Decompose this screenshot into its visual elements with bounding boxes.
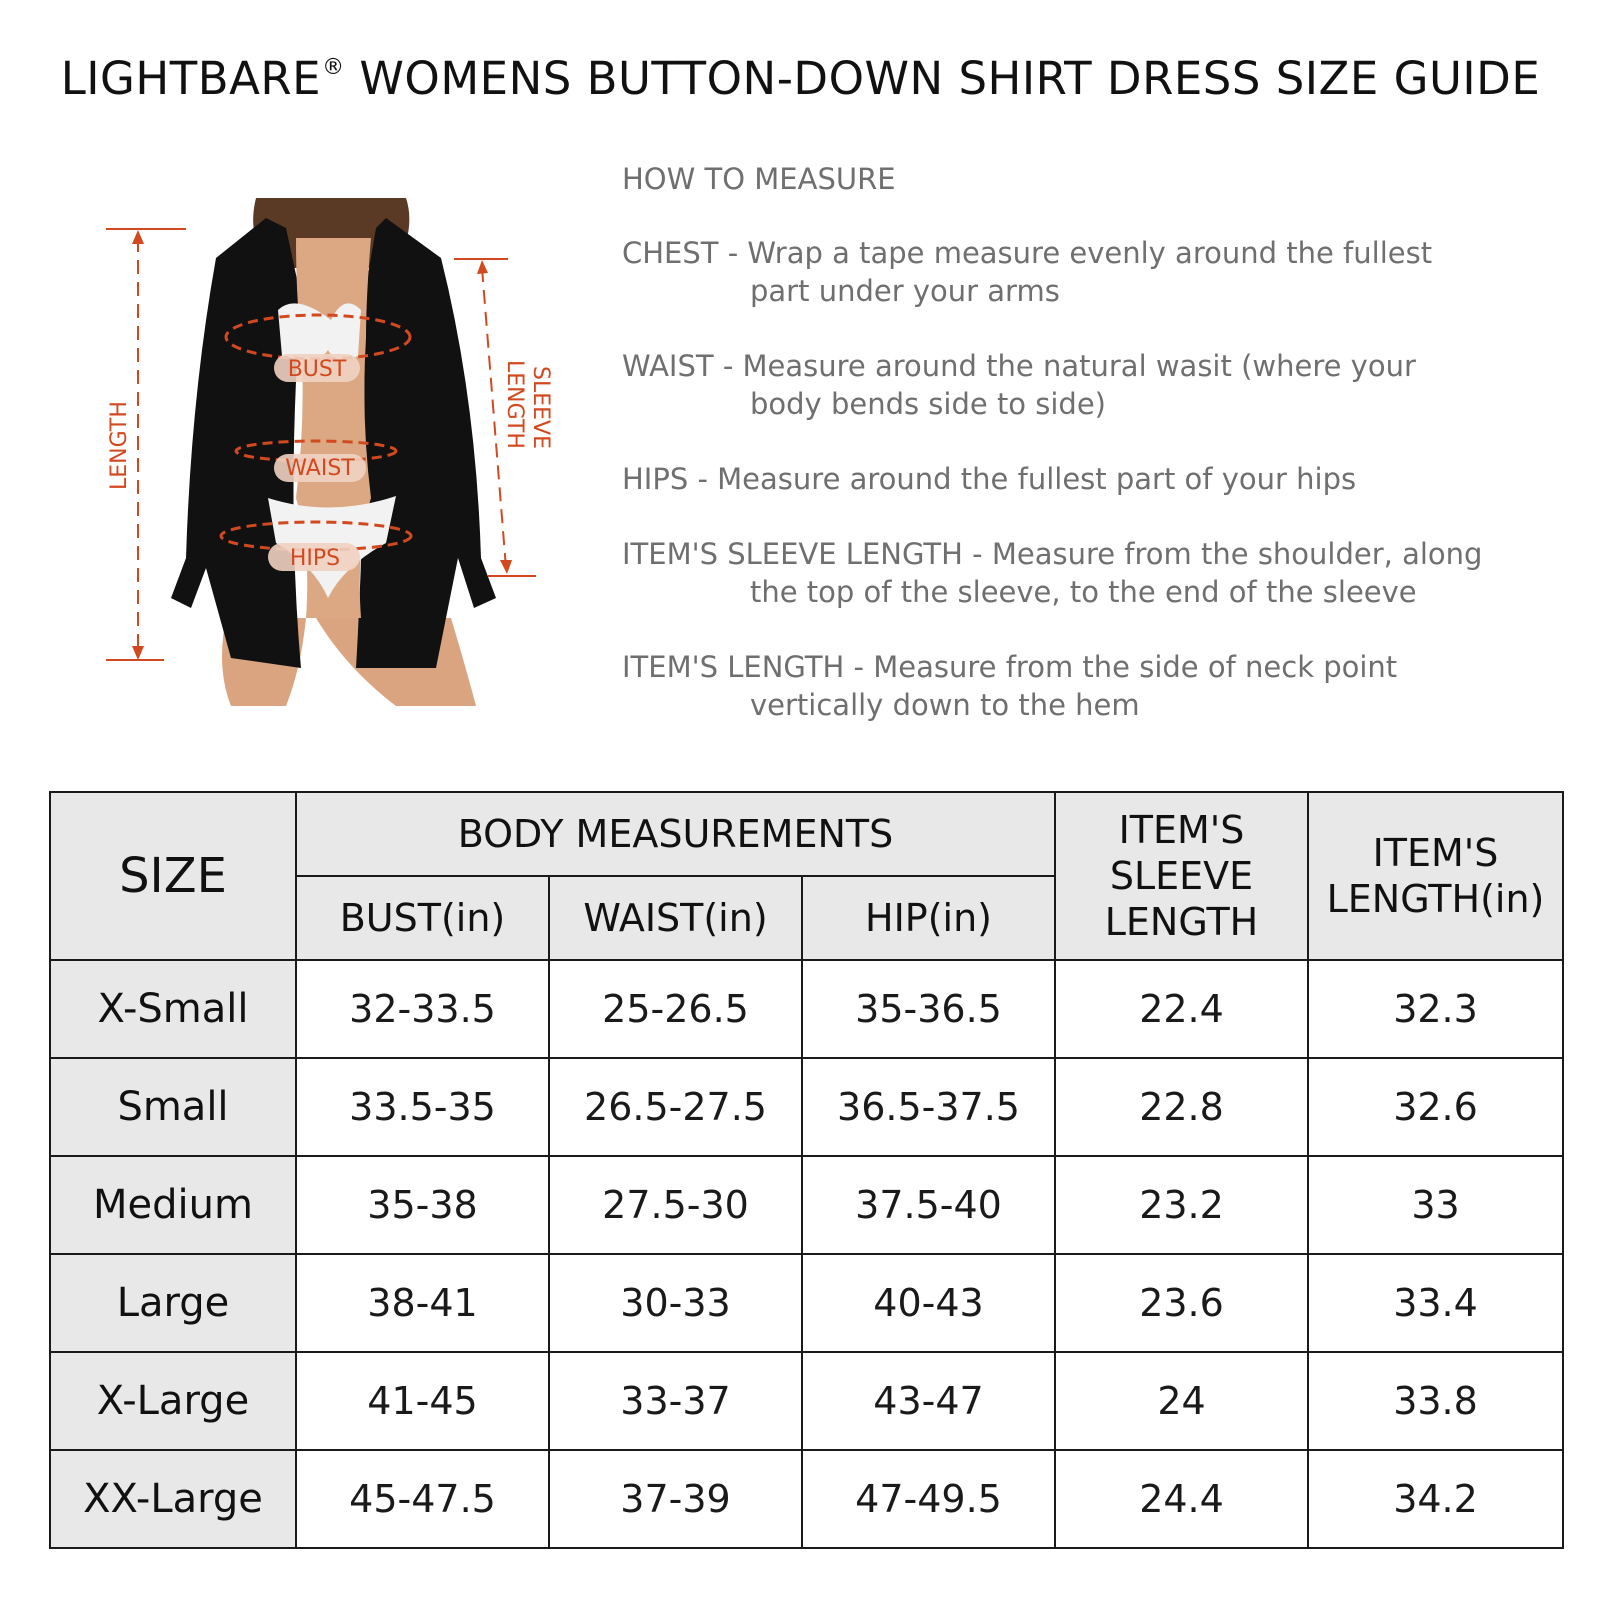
sleeve-cell: 24.4 xyxy=(1055,1450,1308,1548)
table-row xyxy=(50,1352,1563,1450)
table-row xyxy=(50,1450,1563,1548)
measure-item-line: HIPS - Measure around the fullest part of your hips xyxy=(622,462,1357,496)
waist-cell: 37-39 xyxy=(549,1450,802,1548)
measure-item-line: ITEM'S LENGTH - Measure from the side of neck point xyxy=(622,650,1398,684)
model-figure xyxy=(96,198,576,708)
length-cell: 33 xyxy=(1308,1156,1563,1254)
bust-label: BUST xyxy=(287,357,347,382)
sleeve-cell: 24 xyxy=(1055,1352,1308,1450)
measure-item-length xyxy=(622,648,1582,724)
sleeve-cell: 22.4 xyxy=(1055,960,1308,1058)
bust-cell: 41-45 xyxy=(296,1352,549,1450)
registered-mark: ® xyxy=(322,55,345,80)
model-illustration xyxy=(96,198,576,708)
header-sleeve-line: ITEM'S xyxy=(1118,808,1245,852)
table-row xyxy=(50,1156,1563,1254)
header-bust: BUST(in) xyxy=(296,876,549,960)
title-rest: WOMENS BUTTON-DOWN SHIRT DRESS SIZE GUIDE xyxy=(344,52,1541,105)
length-cell: 33.8 xyxy=(1308,1352,1563,1450)
length-cell: 32.3 xyxy=(1308,960,1563,1058)
measure-item-line: WAIST - Measure around the natural wasit (where your xyxy=(622,349,1416,383)
length-cell: 34.2 xyxy=(1308,1450,1563,1548)
header-length-line: ITEM'S xyxy=(1372,831,1499,875)
length-cell: 33.4 xyxy=(1308,1254,1563,1352)
shirt-right xyxy=(356,218,496,668)
header-length-line: LENGTH(in) xyxy=(1326,877,1545,921)
length-label: LENGTH xyxy=(107,401,132,490)
size-table xyxy=(49,791,1564,1549)
page-title xyxy=(0,52,1601,105)
hip-cell: 37.5-40 xyxy=(802,1156,1055,1254)
measure-item-line: body bends side to side) xyxy=(750,387,1107,421)
measure-item-line: vertically down to the hem xyxy=(750,688,1140,722)
size-cell: Large xyxy=(50,1254,296,1352)
how-to-measure-heading: HOW TO MEASURE xyxy=(622,162,896,196)
header-sleeve-length xyxy=(1055,792,1308,960)
size-cell: X-Large xyxy=(50,1352,296,1450)
measure-item-waist xyxy=(622,347,1582,423)
size-cell: X-Small xyxy=(50,960,296,1058)
hip-cell: 40-43 xyxy=(802,1254,1055,1352)
table-row xyxy=(50,1254,1563,1352)
measure-item-line: ITEM'S SLEEVE LENGTH - Measure from the shoulder, along xyxy=(622,537,1483,571)
title-brand: LIGHTBARE xyxy=(60,52,322,105)
measure-item-line: CHEST - Wrap a tape measure evenly around the fullest xyxy=(622,236,1433,270)
size-cell: XX-Large xyxy=(50,1450,296,1548)
hip-cell: 43-47 xyxy=(802,1352,1055,1450)
hip-cell: 36.5-37.5 xyxy=(802,1058,1055,1156)
waist-cell: 30-33 xyxy=(549,1254,802,1352)
measure-item-chest xyxy=(622,234,1582,310)
header-waist: WAIST(in) xyxy=(549,876,802,960)
waist-cell: 33-37 xyxy=(549,1352,802,1450)
hips-label: HIPS xyxy=(289,546,341,571)
bust-cell: 33.5-35 xyxy=(296,1058,549,1156)
waist-label: WAIST xyxy=(285,456,355,481)
sleeve-cell: 22.8 xyxy=(1055,1058,1308,1156)
header-body-measurements: BODY MEASUREMENTS xyxy=(296,792,1055,876)
header-size: SIZE xyxy=(50,792,296,960)
how-to-measure xyxy=(622,160,1582,761)
sleeve-cell: 23.6 xyxy=(1055,1254,1308,1352)
size-cell: Small xyxy=(50,1058,296,1156)
bust-cell: 35-38 xyxy=(296,1156,549,1254)
header-item-length xyxy=(1308,792,1563,960)
sleeve-label-2: LENGTH xyxy=(502,360,527,449)
header-sleeve-line: LENGTH xyxy=(1104,900,1259,944)
header-hip: HIP(in) xyxy=(802,876,1055,960)
length-cell: 32.6 xyxy=(1308,1058,1563,1156)
measure-item-hips xyxy=(622,460,1582,498)
waist-cell: 27.5-30 xyxy=(549,1156,802,1254)
measure-item-line: part under your arms xyxy=(750,274,1060,308)
bust-cell: 32-33.5 xyxy=(296,960,549,1058)
measure-item-sleeve xyxy=(622,535,1582,611)
size-cell: Medium xyxy=(50,1156,296,1254)
waist-cell: 26.5-27.5 xyxy=(549,1058,802,1156)
measure-item-line: the top of the sleeve, to the end of the sleeve xyxy=(750,575,1417,609)
hip-cell: 47-49.5 xyxy=(802,1450,1055,1548)
waist-cell: 25-26.5 xyxy=(549,960,802,1058)
bust-cell: 45-47.5 xyxy=(296,1450,549,1548)
header-sleeve-line: SLEEVE xyxy=(1109,854,1254,898)
hip-cell: 35-36.5 xyxy=(802,960,1055,1058)
table-row xyxy=(50,960,1563,1058)
bust-cell: 38-41 xyxy=(296,1254,549,1352)
table-row xyxy=(50,1058,1563,1156)
sleeve-cell: 23.2 xyxy=(1055,1156,1308,1254)
sleeve-label-1: SLEEVE xyxy=(528,366,553,449)
